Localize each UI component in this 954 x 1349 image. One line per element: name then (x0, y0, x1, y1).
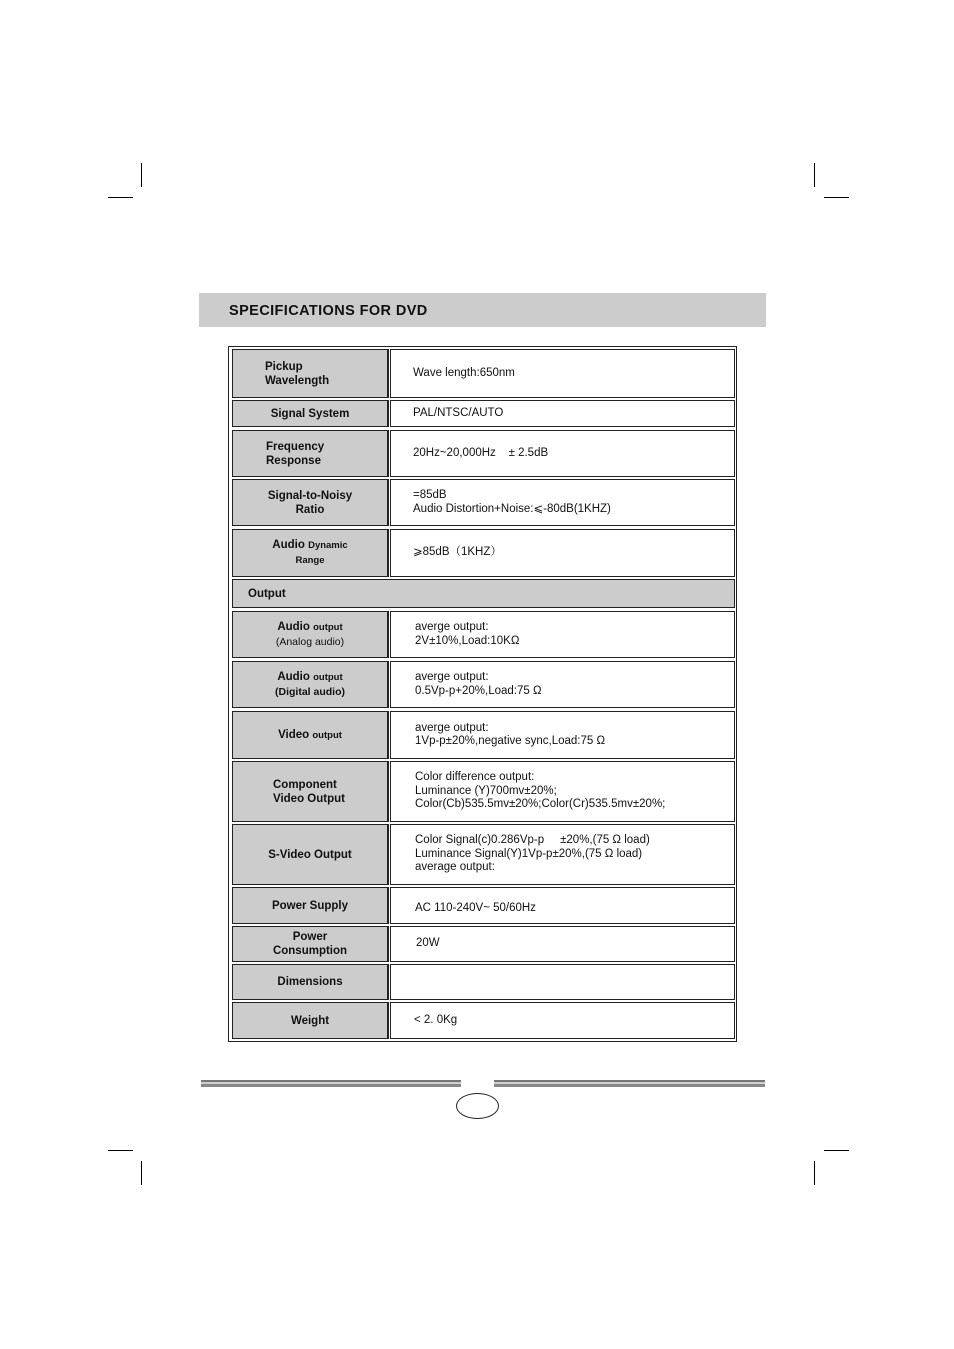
spec-value-weight (390, 1002, 735, 1039)
label-line: Consumption (272, 945, 348, 957)
crop-mark (814, 1161, 815, 1185)
value-line: 1Vp-p±20%,negative sync,Load:75 Ω (415, 735, 606, 747)
label-line: Frequency (266, 440, 325, 453)
value-line: AC 110-240V~ 50/60Hz (415, 901, 536, 914)
page-title: SPECIFICATIONS FOR DVD (229, 303, 428, 319)
label-line: output (313, 672, 343, 683)
value-line: 2V±10%,Load:10KΩ (415, 634, 520, 647)
label-line: Component (273, 778, 337, 791)
crop-mark (814, 163, 815, 187)
spec-label-dynamic-range (232, 529, 389, 577)
value-line: Luminance (Y)700mv±20%; (415, 784, 557, 797)
page-number-oval (456, 1093, 499, 1119)
label-line: Response (266, 454, 321, 467)
spec-value-s-video (390, 824, 735, 885)
spec-value-audio-analog (390, 611, 735, 658)
spec-label-audio-analog (232, 611, 389, 658)
spec-value-frequency-response (390, 430, 735, 477)
spec-label-frequency-response (232, 430, 389, 477)
spec-value-audio-digital (390, 661, 735, 708)
value-line: Color Signal(c)0.286Vp-p ±20%,(75 Ω load) (415, 834, 650, 847)
label-line: Video Output (273, 792, 345, 805)
label-line: Weight (290, 1014, 330, 1027)
label-line: Signal System (270, 407, 350, 420)
label-line: Audio (277, 621, 310, 633)
spec-label-component-video (232, 761, 389, 822)
value-line: Audio Distortion+Noise:⩽-80dB(1KHZ) (413, 502, 611, 515)
spec-label-audio-digital (232, 661, 389, 708)
crop-mark (108, 1150, 133, 1151)
label-line: Dimensions (277, 976, 343, 988)
label-line: Pickup (265, 360, 303, 373)
spec-label-signal-system (232, 400, 389, 427)
value-line: averge output: (415, 671, 489, 683)
label-line: Ratio (295, 503, 325, 516)
label-line: Dynamic (308, 540, 348, 551)
label-line: Wavelength (265, 374, 330, 387)
crop-mark (824, 197, 849, 198)
spec-value-signal-system (390, 400, 735, 427)
spec-value-pickup (390, 349, 735, 398)
label-line: Audio (277, 671, 310, 683)
value-line: Wave length:650nm (413, 366, 515, 379)
value-line: 20Hz~20,000Hz ± 2.5dB (413, 446, 549, 459)
value-line: =85dB (413, 489, 447, 501)
value-line: PAL/NTSC/AUTO (413, 406, 504, 419)
label-line: Audio (272, 539, 305, 551)
section-header (199, 293, 766, 327)
label-line: Range (295, 555, 325, 566)
value-line: 20W (416, 937, 440, 950)
value-line: Luminance Signal(Y)1Vp-p±20%,(75 Ω load) (415, 847, 643, 860)
spec-label-snr (232, 479, 389, 526)
crop-mark (824, 1150, 849, 1151)
label-line: Power (292, 931, 328, 943)
label-line: (Digital audio) (275, 686, 345, 698)
spec-label-pickup (232, 349, 389, 398)
spec-value-dynamic-range (390, 529, 735, 577)
value-line: averge output: (415, 721, 489, 734)
crop-mark (141, 1161, 142, 1185)
spec-label-s-video (232, 824, 389, 885)
label-line: Video (278, 728, 310, 741)
spec-value-power-supply (390, 887, 735, 924)
spec-label-power-supply (232, 887, 389, 924)
label-line: (Analog audio) (275, 636, 345, 648)
spec-label-power-consumption (232, 926, 389, 962)
value-line: averge output: (415, 621, 489, 633)
spec-value-snr (390, 479, 735, 526)
spec-value-component-video (390, 761, 735, 822)
label-line: Power Supply (271, 899, 349, 912)
label-line: output (313, 622, 343, 633)
output-section-header (232, 579, 735, 608)
label-line: S-Video Output (268, 848, 352, 861)
label-line: Signal-to-Noisy (267, 489, 353, 502)
value-line: ⩾85dB（1KHZ） (413, 546, 502, 559)
spec-value-power-consumption (390, 926, 735, 962)
label-line: output (312, 729, 342, 741)
value-line: < 2. 0Kg (414, 1013, 458, 1026)
value-line: Color(Cb)535.5mv±20%;Color(Cr)535.5mv±20%; (415, 798, 666, 811)
section-label: Output (248, 587, 286, 600)
spec-label-dimensions (232, 964, 389, 1000)
crop-mark (108, 197, 133, 198)
spec-label-weight (232, 1002, 389, 1039)
value-line: Color difference output: (415, 771, 535, 784)
footer-rule-right (494, 1080, 765, 1087)
spec-label-video-output (232, 711, 389, 759)
spec-value-video-output (390, 711, 735, 759)
value-line: average output: (415, 861, 495, 874)
value-line: 0.5Vp-p+20%,Load:75 Ω (415, 684, 542, 697)
spec-value-dimensions (390, 964, 735, 1000)
footer-rule-left (201, 1080, 461, 1087)
crop-mark (141, 163, 142, 187)
